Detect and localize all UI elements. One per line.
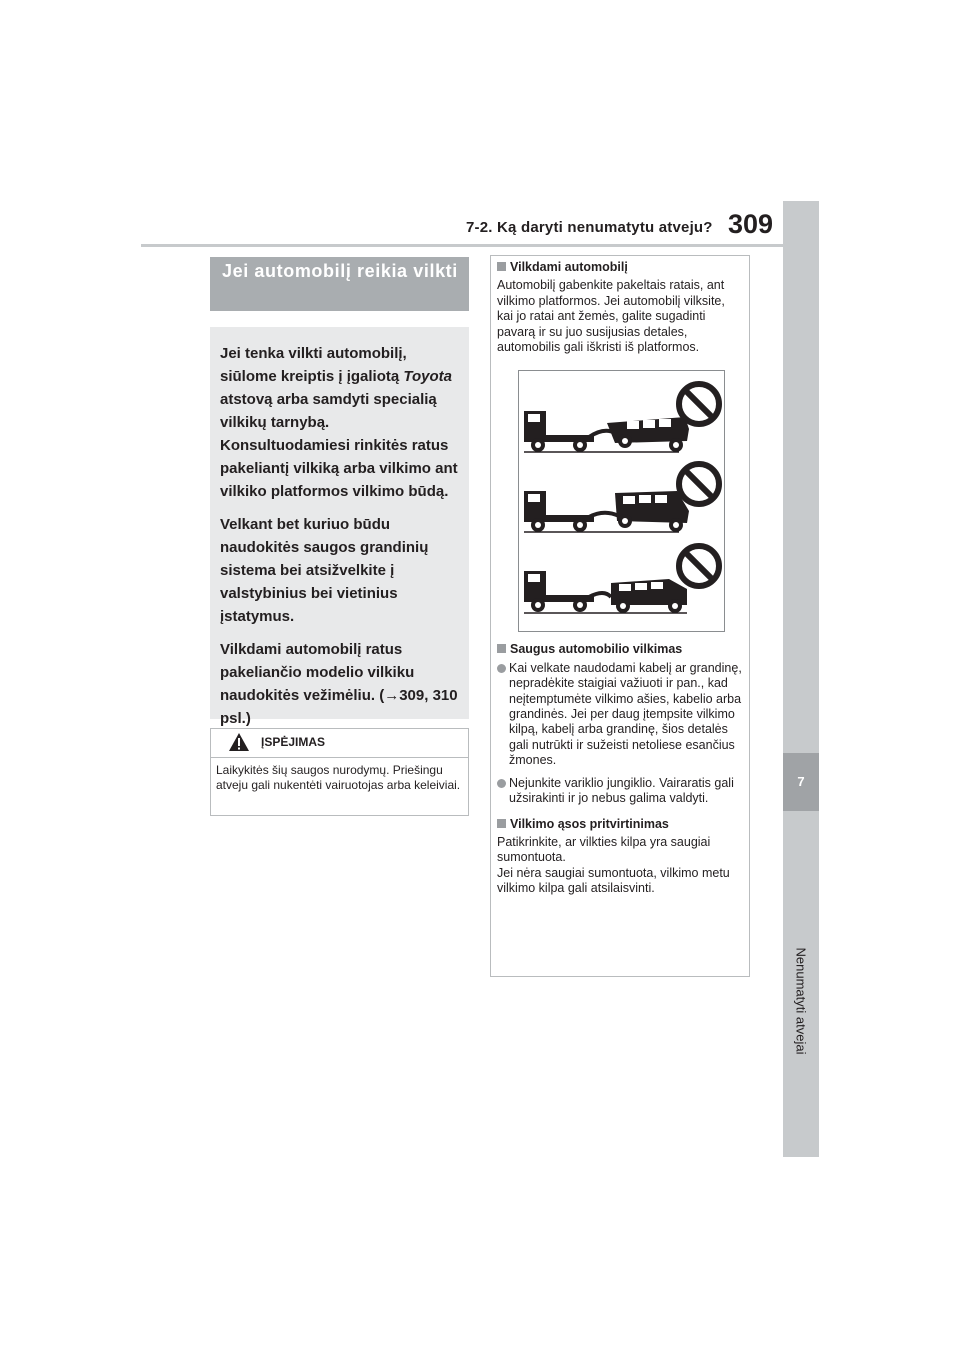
warning-text: Laikykitės šių saugos nurodymų. Priešingu atveju gali nukentėti vairuotojas arba keleiviai.: [216, 763, 461, 792]
safe-towing-bullet: [497, 661, 743, 769]
warning-box: [210, 728, 469, 816]
square-bullet-icon: [497, 819, 506, 828]
chapter-label: Nenumatyti atvejai: [793, 947, 809, 1055]
towing-illustration: [518, 370, 725, 632]
brand-name: Toyota: [403, 368, 453, 385]
page-ref-arrow-icon: →: [384, 687, 400, 704]
towing-eye-heading-text: Vilkimo ąsos pritvirtinimas: [510, 816, 669, 831]
intro-paragraph-1: [220, 342, 461, 503]
tow-method-2: [524, 464, 719, 532]
intro-text: Jei tenka vilkti automobilį, siūlome kreiptis į įgaliotą: [220, 345, 407, 385]
towing-heading: [497, 260, 743, 275]
bullet-text: Kai velkate naudodami kabelį ar grandinę, nepradėkite staigiai važiuoti ir pan., kad neįtemptumėte vilkimo ašies, kabelio arba grandinės. Jei per daug įtempsite vilkimo kilpą, kabelį arba grandinę, šios detalės gali nutrūkti ir sužeisti netoliese esančius žmones.: [509, 660, 742, 768]
towing-info-box: [490, 255, 750, 977]
chapter-number: 7: [783, 753, 819, 811]
towing-heading-text: Vilkdami automobilį: [510, 260, 628, 274]
intro-text: Vilkdami automobilį ratus pakeliančio modelio vilkiku naudokitės vežimėliu. (: [220, 641, 415, 704]
towing-eye-heading: [497, 817, 743, 832]
intro-paragraph-2: Velkant bet kuriuo būdu naudokitės saugos grandinių sistema bei atsižvelkite į valstybinius bei vietinius įstatymus.: [220, 516, 429, 625]
towing-eye-text: Patikrinkite, ar vilkties kilpa yra saugiai sumontuota. Jei nėra saugiai sumontuota, vilkimo metu vilkimo kilpa gali atsilaisvinti.: [497, 834, 730, 896]
warning-triangle-icon: [228, 732, 250, 752]
intro-box: [210, 327, 469, 727]
tow-method-3: [524, 546, 719, 613]
safe-towing-heading: [497, 642, 743, 657]
intro-paragraph-3: [220, 638, 461, 730]
warning-title: ĮSPĖJIMAS: [261, 735, 326, 749]
warning-header: [211, 729, 468, 758]
chapter-side-tab: [783, 201, 819, 1157]
prohibited-towing-methods-illustration: [519, 371, 724, 631]
bullet-text: Nejunkite variklio jungiklio. Vairaratis gali užsirakinti ir jo nebus galima valdyti.: [509, 775, 734, 806]
square-bullet-icon: [497, 644, 506, 653]
header-title: 7-2. Ką daryti nenumatytu atveju?: [466, 219, 713, 236]
safe-towing-bullet: [497, 776, 743, 807]
header-rule: [141, 244, 785, 247]
page-number: 309: [728, 209, 774, 239]
towing-text: Automobilį gabenkite pakeltais ratais, ant vilkimo platformos. Jei automobilį vilksite, kai jo ratai ant žemės, galite sugadinti pavarą ir su juo susijusias detales, automobilis gali iškristi iš platformos.: [497, 278, 725, 355]
round-bullet-icon: [497, 664, 506, 673]
intro-text: atstovą arba samdyti specialią vilkikų tarnybą. Konsultuodamiesi rinkitės ratus pakeliantį vilkiką arba vilkimo ant vilkiko platformos vilkimo būdą.: [220, 391, 458, 500]
section-heading: Jei automobilį reikia vilkti: [210, 257, 469, 311]
intro-text: 309, 310 psl.): [220, 687, 458, 727]
safe-towing-heading-text: Saugus automobilio vilkimas: [510, 642, 683, 657]
tow-method-1: [524, 384, 719, 452]
square-bullet-icon: [497, 262, 506, 271]
round-bullet-icon: [497, 779, 506, 788]
